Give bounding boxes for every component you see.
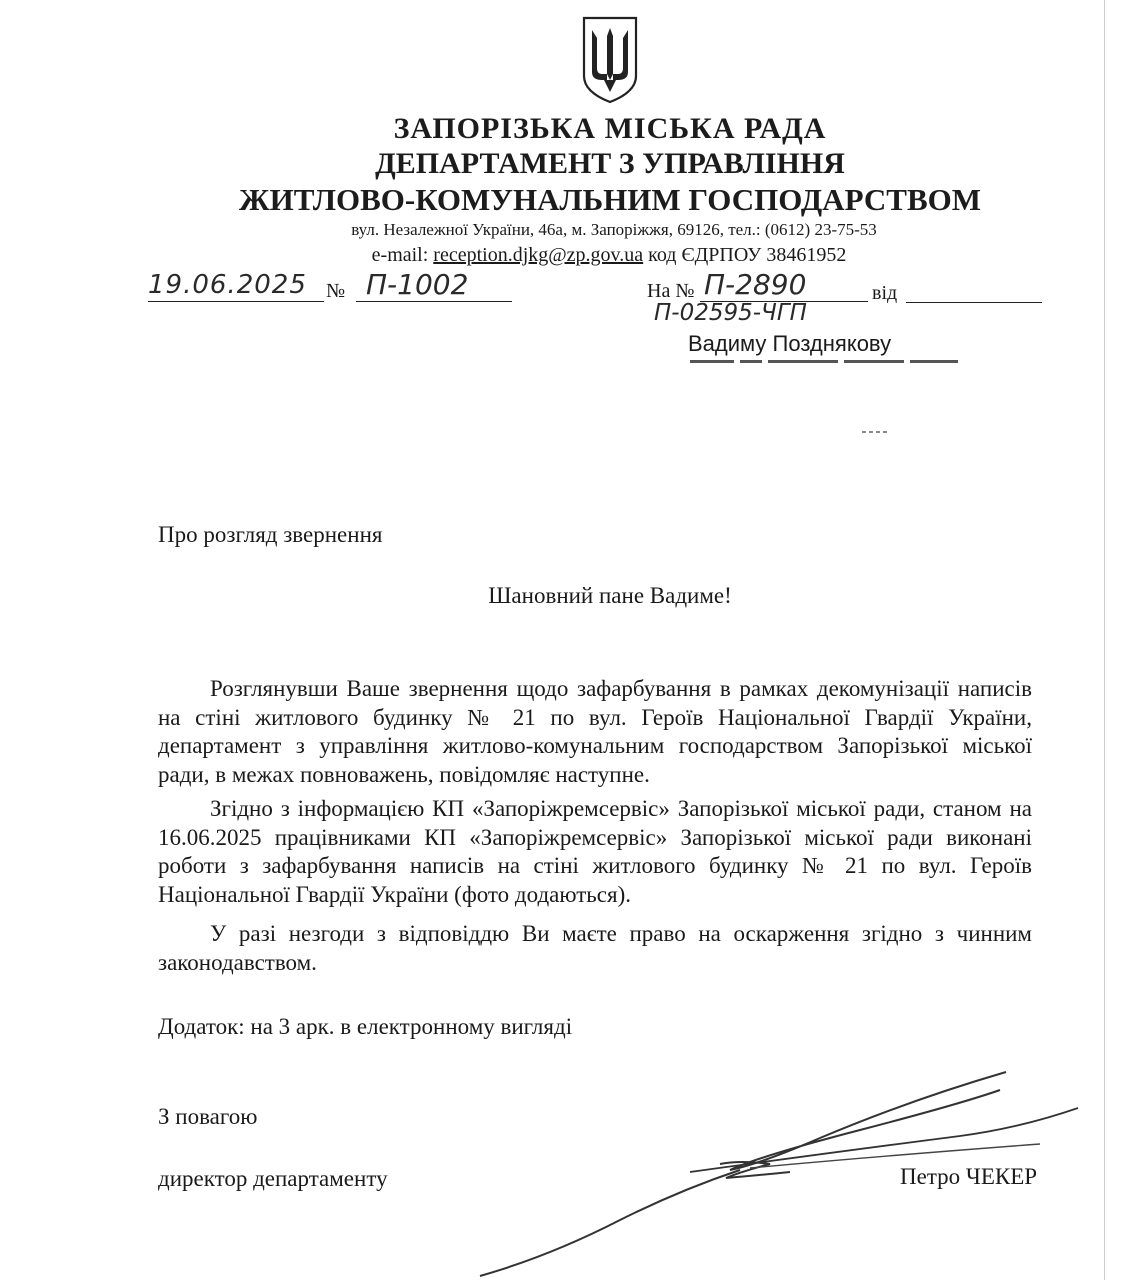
body-paragraph-1: Розглянувши Ваше звернення щодо зафарбування в рамках декомунізації написів на стіні житлового будинку № 21 по вул. Героїв Національної Гвардії України, департамент з управління житлово-комунальним господарством Запорізької міської ради, в межах повноважень, повідомляє наступне. xyxy=(158,676,1032,787)
registration-number-label: № xyxy=(326,280,346,302)
department-line-1: ДЕПАРТАМЕНТ З УПРАВЛІННЯ xyxy=(375,147,845,180)
from-date-underline xyxy=(906,302,1042,303)
salutation: Шановний пане Вадиме! xyxy=(488,583,732,608)
signatory-name: Петро ЧЕКЕР xyxy=(900,1164,1038,1189)
department-address: вул. Незалежної України, 46а, м. Запоріжжя, 69126, тел.: (0612) 23-75-53 xyxy=(351,220,877,239)
incoming-number-label: На № xyxy=(647,280,695,302)
signatory-position: директор департаменту xyxy=(158,1166,388,1191)
number-underline xyxy=(356,301,512,302)
trident-icon xyxy=(580,14,640,106)
body-paragraph-3: У разі незгоди з відповіддю Ви маєте право на оскарження згідно з чинним законодавством. xyxy=(158,921,1032,975)
department-line-2: ЖИТЛОВО-КОМУНАЛЬНИМ ГОСПОДАРСТВОМ xyxy=(238,182,982,217)
incoming-number: П-2890 xyxy=(704,268,807,301)
incoming-note: П-02595-ЧГП xyxy=(654,300,807,326)
registration-number: П-1002 xyxy=(366,268,469,301)
contact-line xyxy=(0,244,1124,267)
date-underline xyxy=(148,301,324,302)
letter-subject: Про розгляд звернення xyxy=(158,522,383,547)
scan-mark xyxy=(862,431,888,433)
cropped-recipient-line xyxy=(690,360,1000,370)
council-name: ЗАПОРІЗЬКА МІСЬКА РАДА xyxy=(393,112,827,145)
email-link[interactable]: reception.djkg@zp.gov.ua xyxy=(433,244,644,266)
body-paragraph-2: Згідно з інформацією КП «Запоріжремсервіс» Запорізької міської ради, станом на 16.06.2025 працівниками КП «Запоріжремсервіс» Запорізької міської ради виконані роботи з зафарбування написів на стіні житлового будинку № 21 по вул. Героїв Національної Гвардії України (фото додаються). xyxy=(158,796,1032,907)
handwritten-signature xyxy=(440,1060,1100,1280)
edrpou-code: код ЄДРПОУ 38461952 xyxy=(648,244,847,266)
email-label: e-mail: xyxy=(371,244,429,266)
incoming-from-label: від xyxy=(872,282,898,304)
recipient-name: Вадиму Позднякову xyxy=(688,331,892,356)
registration-date: 19.06.2025 xyxy=(148,270,307,300)
attachment-note: Додаток: на 3 арк. в електронному вигляді xyxy=(158,1014,573,1039)
closing-phrase: З повагою xyxy=(158,1104,258,1129)
